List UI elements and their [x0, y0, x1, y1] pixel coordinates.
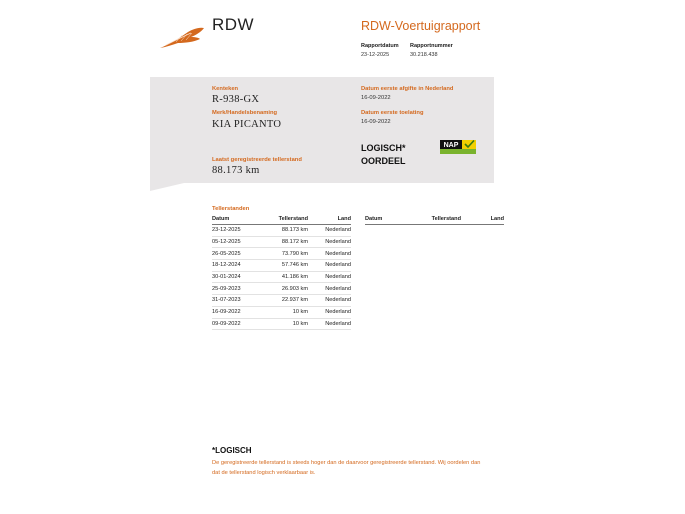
oordeel-line1: LOGISCH* — [361, 143, 406, 153]
row-tellerstand: 57.746 km — [264, 260, 308, 272]
vehicle-info-panel — [150, 77, 494, 183]
row-land: Nederland — [308, 248, 351, 260]
table-row — [212, 295, 351, 307]
laatste-stand-label: Laatst geregistreerde tellerstand — [212, 157, 302, 163]
footnote-line1: De geregistreerde tellerstand is steeds hoger dan de daarvoor geregistreerde tellerstand. Wij oordelen dan — [212, 460, 481, 466]
row-land: Nederland — [308, 236, 351, 248]
kenteken-value: R-938-GX — [212, 94, 260, 105]
laatste-stand-value: 88.173 km — [212, 165, 260, 176]
rapportnummer-value: 30.218.438 — [410, 52, 438, 58]
nap-badge-text: NAP — [443, 142, 459, 150]
row-datum: 31-07-2023 — [212, 295, 264, 307]
row-land: Nederland — [308, 271, 351, 283]
row-land: Nederland — [308, 306, 351, 318]
table-row — [212, 248, 351, 260]
rapportdatum-value: 23-12-2025 — [361, 52, 390, 58]
nap-logo-icon — [440, 140, 476, 154]
table-row — [212, 306, 351, 318]
row-datum: 23-12-2025 — [212, 225, 264, 237]
row-datum: 05-12-2025 — [212, 236, 264, 248]
table-row — [212, 271, 351, 283]
tellerstanden-title: Tellerstanden — [212, 206, 250, 212]
row-datum: 18-12-2024 — [212, 260, 264, 272]
row-tellerstand: 73.790 km — [264, 248, 308, 260]
row-tellerstand: 88.173 km — [264, 225, 308, 237]
table-row — [212, 225, 351, 237]
table-header-row — [365, 215, 504, 225]
footnote-line2: dat de tellerstand logisch verklaarbaar is. — [212, 470, 316, 476]
merk-label: Merk/Handelsbenaming — [212, 110, 278, 116]
rapportnummer-label: Rapportnummer — [410, 43, 453, 49]
table-row — [212, 260, 351, 272]
row-land: Nederland — [308, 318, 351, 330]
eerste-afgifte-value: 16-09-2022 — [361, 95, 391, 101]
col-tellerstand: Tellerstand — [264, 215, 308, 225]
row-tellerstand: 10 km — [264, 318, 308, 330]
footnote-title: *LOGISCH — [212, 446, 252, 455]
logo-text: RDW — [212, 15, 255, 34]
row-land: Nederland — [308, 225, 351, 237]
table-header-row — [212, 215, 351, 225]
oordeel-text — [361, 142, 406, 167]
row-datum: 16-09-2022 — [212, 306, 264, 318]
col-land: Land — [308, 215, 351, 225]
row-datum: 26-05-2025 — [212, 248, 264, 260]
table-row — [212, 318, 351, 330]
col-tellerstand: Tellerstand — [417, 215, 461, 225]
oordeel-line2: OORDEEL — [361, 155, 406, 166]
row-land: Nederland — [308, 295, 351, 307]
col-land: Land — [461, 215, 504, 225]
row-tellerstand: 26.903 km — [264, 283, 308, 295]
tellerstanden-table-left — [212, 215, 351, 330]
row-tellerstand: 22.937 km — [264, 295, 308, 307]
row-tellerstand: 41.186 km — [264, 271, 308, 283]
row-tellerstand: 88.172 km — [264, 236, 308, 248]
row-datum: 30-01-2024 — [212, 271, 264, 283]
footnote-text — [212, 458, 502, 478]
eerste-toelating-label: Datum eerste toelating — [361, 110, 424, 116]
rapportdatum-label: Rapportdatum — [361, 43, 399, 49]
nap-badge — [440, 140, 476, 154]
table-row — [212, 236, 351, 248]
row-land: Nederland — [308, 283, 351, 295]
row-datum: 25-09-2023 — [212, 283, 264, 295]
row-land: Nederland — [308, 260, 351, 272]
col-datum: Datum — [365, 215, 417, 225]
table-row — [212, 283, 351, 295]
col-datum: Datum — [212, 215, 264, 225]
eerste-afgifte-label: Datum eerste afgifte in Nederland — [361, 86, 454, 92]
report-title: RDW-Voertuigrapport — [361, 19, 481, 33]
row-datum: 09-09-2022 — [212, 318, 264, 330]
tellerstanden-table-right — [365, 215, 504, 225]
row-tellerstand: 10 km — [264, 306, 308, 318]
rdw-feather-logo-icon — [158, 26, 206, 50]
eerste-toelating-value: 16-09-2022 — [361, 119, 391, 125]
kenteken-label: Kenteken — [212, 86, 239, 92]
panel-notch — [150, 183, 184, 191]
merk-value: KIA PICANTO — [212, 119, 282, 130]
